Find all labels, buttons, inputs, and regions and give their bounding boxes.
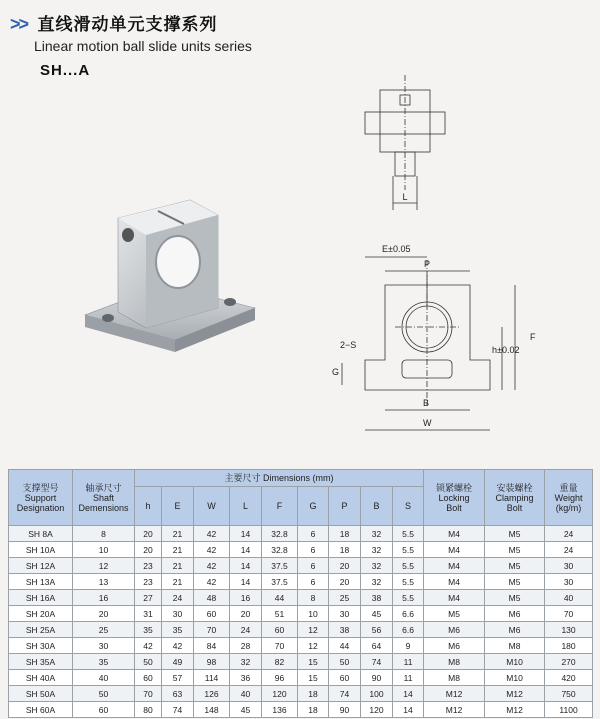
table-cell: M12: [485, 686, 545, 702]
table-cell: 45: [230, 702, 262, 718]
dim-P-label: P: [424, 259, 431, 269]
title-english: Linear motion ball slide units series: [34, 38, 252, 54]
table-cell: 14: [230, 542, 262, 558]
table-cell: 8: [298, 590, 329, 606]
table-cell: 45: [361, 606, 393, 622]
table-cell: 270: [545, 654, 593, 670]
table-cell: 114: [194, 670, 230, 686]
table-row: [9, 638, 593, 654]
table-cell: 10: [298, 606, 329, 622]
table-cell: 37.5: [262, 574, 298, 590]
table-cell: 32.8: [262, 526, 298, 542]
table-cell: 14: [393, 702, 424, 718]
table-cell: M5: [485, 526, 545, 542]
table-row: [9, 686, 593, 702]
table-cell: 50: [135, 654, 162, 670]
table-cell: 6: [298, 574, 329, 590]
table-cell: M5: [485, 574, 545, 590]
table-cell: 15: [298, 654, 329, 670]
table-cell: 14: [393, 686, 424, 702]
table-cell: 74: [329, 686, 361, 702]
table-cell: 32: [361, 542, 393, 558]
table-cell: 14: [230, 574, 262, 590]
table-cell: SH 50A: [9, 686, 73, 702]
table-cell: M12: [424, 702, 485, 718]
series-code: SH...A: [40, 62, 91, 79]
table-cell: 130: [545, 622, 593, 638]
table-cell: 9: [393, 638, 424, 654]
table-cell: 18: [329, 542, 361, 558]
table-cell: SH 13A: [9, 574, 73, 590]
dim-col-header: F: [262, 487, 298, 526]
table-cell: 21: [162, 574, 194, 590]
table-cell: 6: [298, 542, 329, 558]
table-cell: 27: [135, 590, 162, 606]
table-cell: 18: [298, 686, 329, 702]
table-cell: 70: [194, 622, 230, 638]
dim-W-label: W: [423, 418, 432, 428]
table-cell: 32: [361, 526, 393, 542]
table-cell: 90: [361, 670, 393, 686]
table-cell: 100: [361, 686, 393, 702]
locking-bolt-header: 锁紧螺栓 Locking Bolt: [424, 470, 485, 526]
table-cell: 30: [162, 606, 194, 622]
table-cell: M6: [485, 606, 545, 622]
table-cell: 56: [361, 622, 393, 638]
table-cell: 24: [545, 526, 593, 542]
table-row: [9, 574, 593, 590]
table-cell: 8: [73, 526, 135, 542]
table-cell: 120: [361, 702, 393, 718]
table-cell: 14: [230, 526, 262, 542]
dim-col-header: E: [162, 487, 194, 526]
table-cell: M6: [424, 622, 485, 638]
table-cell: 5.5: [393, 558, 424, 574]
table-cell: 48: [194, 590, 230, 606]
table-cell: 57: [162, 670, 194, 686]
table-cell: 120: [262, 686, 298, 702]
support-header: 支撑型号 Support Designation: [9, 470, 73, 526]
table-cell: 1100: [545, 702, 593, 718]
table-cell: 63: [162, 686, 194, 702]
table-cell: 20: [135, 526, 162, 542]
table-cell: 12: [73, 558, 135, 574]
table-cell: 70: [135, 686, 162, 702]
dim-S-label: 2−S: [340, 340, 357, 350]
table-cell: 21: [162, 542, 194, 558]
table-cell: 60: [262, 622, 298, 638]
table-cell: M5: [485, 542, 545, 558]
table-row: [9, 526, 593, 542]
table-cell: SH 16A: [9, 590, 73, 606]
table-cell: 35: [135, 622, 162, 638]
table-cell: 31: [135, 606, 162, 622]
dim-L-label: L: [402, 192, 408, 202]
table-cell: 42: [162, 638, 194, 654]
table-cell: 42: [194, 542, 230, 558]
table-cell: 13: [73, 574, 135, 590]
table-cell: 5.5: [393, 590, 424, 606]
table-cell: 82: [262, 654, 298, 670]
table-cell: 5.5: [393, 574, 424, 590]
table-cell: 16: [230, 590, 262, 606]
table-cell: M6: [485, 622, 545, 638]
weight-header: 重量 Weight (kg/m): [545, 470, 593, 526]
table-cell: 32: [361, 574, 393, 590]
chevron-icon: >>: [10, 14, 28, 34]
table-cell: 37.5: [262, 558, 298, 574]
clamping-bolt-header: 安装螺栓 Clamping Bolt: [485, 470, 545, 526]
table-cell: 70: [545, 606, 593, 622]
table-row: [9, 622, 593, 638]
table-cell: 750: [545, 686, 593, 702]
table-cell: 12: [298, 622, 329, 638]
dim-col-header: L: [230, 487, 262, 526]
table-cell: 60: [73, 702, 135, 718]
table-cell: 36: [230, 670, 262, 686]
title-chinese: 直线滑动单元支撑系列: [37, 15, 218, 34]
table-cell: M8: [485, 638, 545, 654]
dim-h-label: h±0.02: [492, 345, 520, 355]
table-cell: 60: [135, 670, 162, 686]
table-cell: 42: [194, 558, 230, 574]
dim-G-label: G: [332, 367, 340, 377]
table-cell: 10: [73, 542, 135, 558]
table-cell: 24: [545, 542, 593, 558]
table-cell: 32.8: [262, 542, 298, 558]
dim-col-header: P: [329, 487, 361, 526]
dim-col-header: G: [298, 487, 329, 526]
table-cell: 15: [298, 670, 329, 686]
table-cell: 90: [329, 702, 361, 718]
table-cell: 44: [262, 590, 298, 606]
table-cell: 30: [73, 638, 135, 654]
table-cell: SH 30A: [9, 638, 73, 654]
table-cell: 35: [73, 654, 135, 670]
table-cell: 98: [194, 654, 230, 670]
table-cell: 42: [135, 638, 162, 654]
table-cell: 126: [194, 686, 230, 702]
table-cell: 14: [230, 558, 262, 574]
dim-F-label: F: [530, 332, 536, 342]
table-cell: M4: [424, 558, 485, 574]
table-cell: 74: [162, 702, 194, 718]
table-cell: M10: [485, 654, 545, 670]
table-cell: 64: [361, 638, 393, 654]
top-view-drawing: [360, 70, 470, 220]
table-cell: 20: [73, 606, 135, 622]
table-cell: 80: [135, 702, 162, 718]
table-cell: SH 10A: [9, 542, 73, 558]
table-cell: SH 40A: [9, 670, 73, 686]
table-cell: 24: [230, 622, 262, 638]
table-cell: 32: [361, 558, 393, 574]
table-row: [9, 558, 593, 574]
table-cell: M4: [424, 574, 485, 590]
front-view-drawing: [330, 235, 550, 445]
table-cell: M12: [485, 702, 545, 718]
table-row: [9, 654, 593, 670]
table-cell: 21: [162, 526, 194, 542]
table-cell: 6: [298, 558, 329, 574]
table-cell: 35: [162, 622, 194, 638]
spec-table: [8, 469, 593, 718]
dim-B-label: B: [423, 398, 430, 408]
dimensions-header: 主要尺寸 Dimensions (mm): [135, 470, 424, 487]
table-cell: 42: [194, 574, 230, 590]
table-cell: 84: [194, 638, 230, 654]
table-cell: 42: [194, 526, 230, 542]
table-cell: M5: [485, 558, 545, 574]
table-cell: 30: [545, 574, 593, 590]
table-cell: 24: [162, 590, 194, 606]
dim-col-header: B: [361, 487, 393, 526]
table-cell: 11: [393, 670, 424, 686]
page-header: [10, 10, 410, 79]
table-cell: 40: [73, 670, 135, 686]
table-cell: M12: [424, 686, 485, 702]
table-cell: SH 35A: [9, 654, 73, 670]
table-cell: 5.5: [393, 542, 424, 558]
table-cell: 51: [262, 606, 298, 622]
table-cell: M4: [424, 542, 485, 558]
table-cell: 32: [230, 654, 262, 670]
table-cell: SH 12A: [9, 558, 73, 574]
dim-col-header: h: [135, 487, 162, 526]
table-cell: 6.6: [393, 606, 424, 622]
table-cell: M4: [424, 526, 485, 542]
table-cell: M8: [424, 670, 485, 686]
table-cell: 60: [329, 670, 361, 686]
table-cell: 11: [393, 654, 424, 670]
table-cell: 44: [329, 638, 361, 654]
table-cell: SH 20A: [9, 606, 73, 622]
dim-col-header: S: [393, 487, 424, 526]
table-row: [9, 590, 593, 606]
dim-E-label: E±0.05: [382, 244, 411, 254]
table-cell: 136: [262, 702, 298, 718]
table-cell: 420: [545, 670, 593, 686]
table-cell: 18: [329, 526, 361, 542]
table-cell: 23: [135, 558, 162, 574]
table-cell: M5: [485, 590, 545, 606]
table-cell: SH 60A: [9, 702, 73, 718]
table-cell: 6: [298, 526, 329, 542]
table-cell: 96: [262, 670, 298, 686]
table-cell: M10: [485, 670, 545, 686]
table-cell: 40: [545, 590, 593, 606]
table-cell: 25: [73, 622, 135, 638]
shaft-header: 轴承尺寸 Shaft Demensions: [73, 470, 135, 526]
table-row: [9, 702, 593, 718]
table-cell: 25: [329, 590, 361, 606]
product-photo: [80, 190, 260, 360]
table-cell: 30: [545, 558, 593, 574]
table-cell: 30: [329, 606, 361, 622]
table-row: [9, 542, 593, 558]
table-cell: 50: [73, 686, 135, 702]
table-cell: 20: [329, 558, 361, 574]
table-cell: 74: [361, 654, 393, 670]
table-cell: 49: [162, 654, 194, 670]
table-cell: 20: [135, 542, 162, 558]
table-cell: 148: [194, 702, 230, 718]
table-cell: M5: [424, 606, 485, 622]
table-cell: 20: [230, 606, 262, 622]
table-cell: 16: [73, 590, 135, 606]
table-cell: 5.5: [393, 526, 424, 542]
table-cell: 20: [329, 574, 361, 590]
table-cell: SH 8A: [9, 526, 73, 542]
table-cell: 23: [135, 574, 162, 590]
table-cell: 60: [194, 606, 230, 622]
table-cell: 18: [298, 702, 329, 718]
table-cell: 12: [298, 638, 329, 654]
table-cell: 50: [329, 654, 361, 670]
dim-col-header: W: [194, 487, 230, 526]
table-cell: 38: [329, 622, 361, 638]
table-cell: SH 25A: [9, 622, 73, 638]
table-cell: 180: [545, 638, 593, 654]
table-cell: M6: [424, 638, 485, 654]
table-cell: 28: [230, 638, 262, 654]
table-cell: M4: [424, 590, 485, 606]
table-cell: M8: [424, 654, 485, 670]
table-cell: 38: [361, 590, 393, 606]
table-cell: 6.6: [393, 622, 424, 638]
table-row: [9, 670, 593, 686]
table-cell: 21: [162, 558, 194, 574]
table-cell: 40: [230, 686, 262, 702]
table-cell: 70: [262, 638, 298, 654]
table-row: [9, 606, 593, 622]
